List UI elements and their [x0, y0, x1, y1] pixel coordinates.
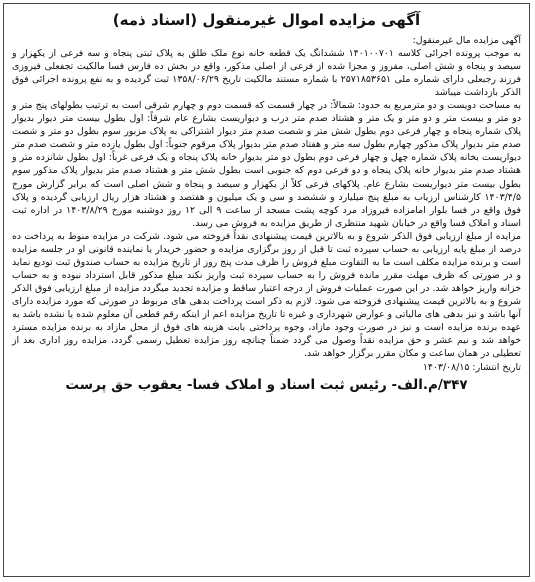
notice-paragraph-ownership: به موجب پرونده اجرائی کلاسه ۱۴۰۱۰۰۷۰۱ ششدانگ یک قطعه خانه نوع ملک طلق به پلاک ثبتی پنجاه و سه فرعی از یکهزار و سیصد و پنجاه و شش اصلی، مفروز و مجزا شده از فرعی از اصلی مذکور، واقع در بخش ده فارس فسا مالکیت تجفعلی فیروزی فرزند رجبعلی دارای شماره ملی ۲۵۷۱۸۵۳۶۵۱ با شماره مستند مالکیت تاریخ ۱۳۵۸/۰۶/۲۹ ثبت گردیده و به نفع پرونده اجرائی فوق الذکر بازداشت میباشد — [12, 48, 521, 99]
notice-title: آگهی مزایده اموال غیرمنقول (اسناد ذمه) — [112, 11, 421, 29]
notice-body — [4, 34, 529, 360]
notice-paragraph-boundaries: به مساحت دویست و دو مترمربع به حدود: شمالاً: در چهار قسمت که قسمت دوم و چهارم شرقی است به ترتیب بطولهای پنج متر و دو متر و بیست متر و دو متر و یک متر و هشتاد صدم متر درب و دیواریست بشارع عام شرقاً: اول بطول بیست متر دیوار بدیوار پلاک شماره پنجاه و چهار فرعی دوم بطول شش متر و شصت صدم متر دیوار اشتراکی به پلاک مزبور سوم بطول دو متر و شصت صدم متر بدیوار پلاک مذکور چهارم بطول سه متر و هفتاد صدم متر بدیوار پلاک مرقوم جنوباً: اول بطول یازده متر و شصت صدم متر دیواریست بخانه پلاک شماره چهل و چهار فرعی دوم بطول دو متر بدیوار خانه پلاک پنجاه و یک فرعی غرباً: اول بطول شانزده متر و هشتاد صدم متر بدیوار خانه پلاک پنجاه و دو فرعی دوم که جنوبی است بطول شش متر و هشتاد صدم متر بدیوار پلاک مذکور سوم بطول بیست متر دیواریست بشارع عام. پلاکهای فرعی کلاً از یکهزار و سیصد و پنجاه و شش اصلی است که برابر گزارش مورخ ۱۴۰۳/۴/۵ کارشناس ارزیاب به مبلغ پنج میلیارد و ششصد و سی و یک میلیون و هفتصد و هشتاد هزار ریال ارزیابی گردیده و پلاک فوق واقع در فسا بلوار امامزاده فیروزاد مرد کوچه پشت مسجد از ساعت ۹ الی ۱۲ روز دوشنبه مورخ ۱۴۰۳/۸/۲۹ در اداره ثبت اسناد و املاک فسا واقع در خیابان شهید منتظری از طریق مزایده به فروش می رسد. — [12, 100, 521, 229]
publication-date: تاریخ انتشار: ۱۴۰۳/۰۸/۱۵ — [422, 362, 521, 374]
notice-frame — [3, 3, 530, 577]
notice-paragraph-heading: آگهی مزایده مال غیرمنقول: — [412, 35, 521, 46]
notice-signature: ۳۴۷/م.الف- رئیس ثبت اسناد و املاک فسا- یعقوب حق پرست — [65, 377, 468, 394]
notice-paragraph-conditions: مزایده از مبلغ ارزیابی فوق الذکر شروع و به بالاترین قیمت پیشنهادی نقداً فروخته می شود. شرکت در مزایده منوط به پرداخت ده درصد از مبلغ پایه ارزیابی به حساب سپرده ثبت تا قبل از روز برگزاری مزایده و حضور خریدار یا نماینده قانونی او در جلسه مزایده است و برنده مزایده مکلف است ما به التفاوت مبلغ فروش را ظرف مدت پنج روز از تاریخ مزایده به حساب صندوق ثبت تودیع نماید و در صورتی که ظرف مهلت مقرر مانده فروش را به حساب سپرده ثبت واریز نکند مبلغ مذکور قابل استرداد نبوده و به حساب خزانه واریز خواهد شد. در این صورت عملیات فروش از درجه اعتبار ساقط و مزایده تجدید میگردد مزایده از مبلغ ارزیابی فوق الذکر شروع و به بالاترین قیمت پیشنهادی فروخته می شود. لازم به ذکر است پرداخت بدهی های مربوط در صورتی که مورد مزایده دارای آنها باشد و نیز بدهی های مالیاتی و عوارض شهرداری و غیره تا تاریخ مزایده اعم از اینکه رقم قطعی آن معلوم شده یا نشده باشد به عهده برنده مزایده است و نیز در صورت وجود مازاد، وجوه پرداختی بابت هزینه های فوق از محل مازاد به برنده مزایده مسترد خواهد شد و نیم عشر و حق مزایده نقداً وصول می گردد ضمناً چنانچه روز مزایده تعطیل رسمی گردد، مزایده روز اداری بعد از تعطیلی در همان ساعت و مکان مقرر برگزار خواهد شد. — [12, 230, 521, 360]
